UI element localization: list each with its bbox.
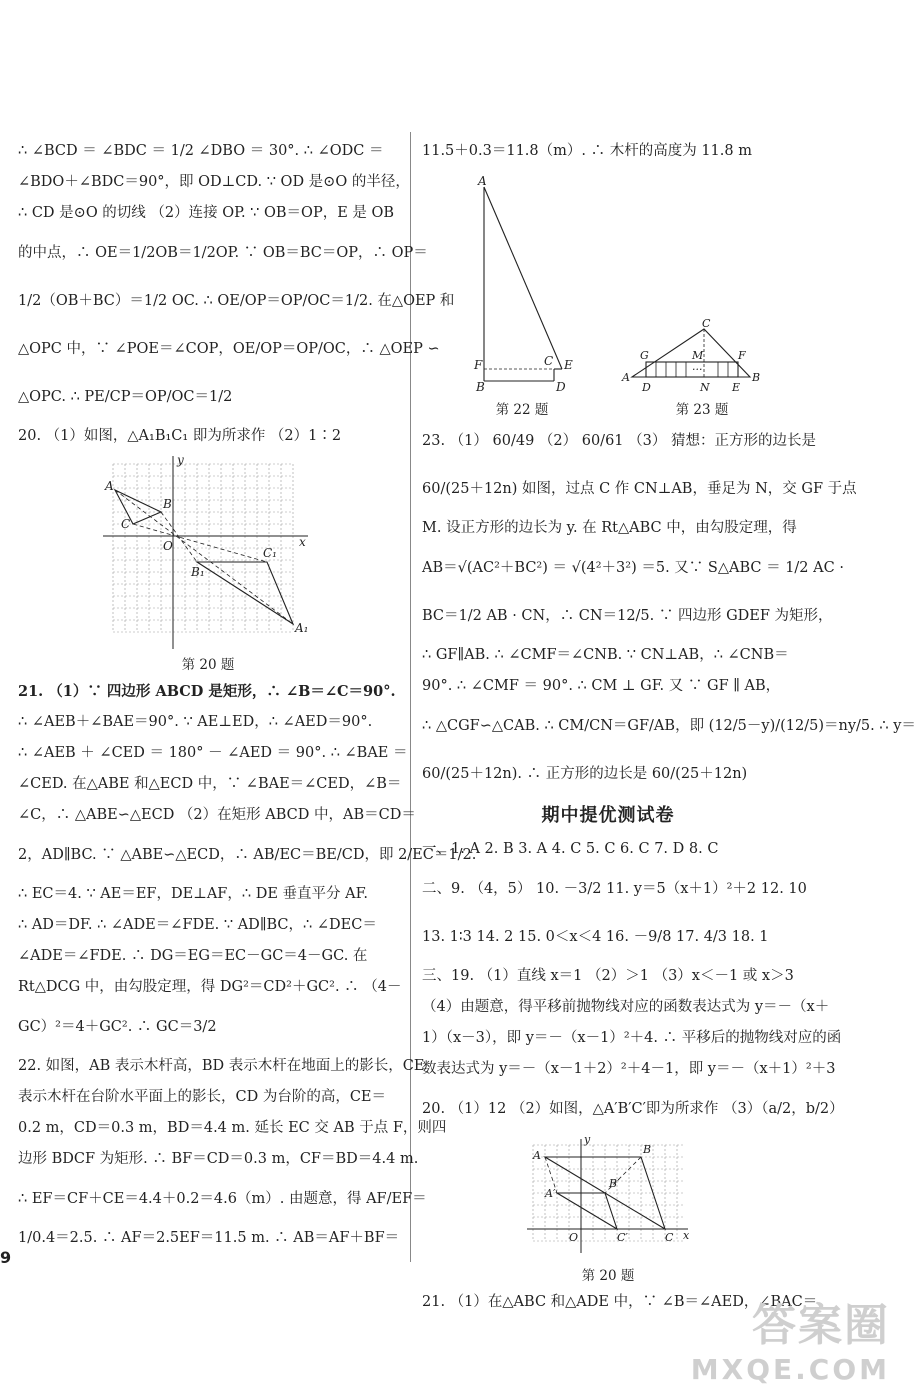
text-line: 0.2 m，CD＝0.3 m，BD＝4.4 m. 延长 EC 交 AB 于点 F，则四 (18, 1120, 447, 1136)
text-line: ∴ EF＝CF＋CE＝4.4＋0.2＝4.6（m）. 由题意，得 AF/EF＝ (18, 1191, 427, 1207)
text-line: △OPC 中，∵ ∠POE＝∠COP，OE/OP＝OP/OC，∴ △OEP ∽ (18, 341, 440, 357)
label-n: N (700, 381, 710, 394)
text-line: 的中点，∴ OE＝1/2OB＝1/2OP. ∵ OB＝BC＝OP，∴ OP＝ (18, 245, 428, 261)
text-line: 二、9. （4，5） 10. －3/2 11. y＝5（x＋1）²＋2 12. 10 (422, 881, 807, 897)
text-line: GC）²＝4＋GC². ∴ GC＝3/2 (18, 1019, 217, 1035)
label-f: F (474, 358, 483, 372)
figure-20b-grid (523, 1135, 693, 1265)
figure-22-caption: 第 22 题 (495, 402, 549, 418)
label-o: O (569, 1231, 579, 1244)
text-line: 60/(25＋12n). ∴ 正方形的边长是 60/(25＋12n) (422, 766, 748, 782)
text-line: 21. （1）在△ABC 和△ADE 中，∵ ∠B＝∠AED，∠BAC＝ (422, 1294, 818, 1310)
text-line: 表示木杆在台阶水平面上的影长，CD 为台阶的高，CE＝ (18, 1089, 387, 1105)
text-line: △OPC. ∴ PE/CP＝OP/OC＝1/2 (18, 389, 233, 405)
label-o: O (163, 539, 173, 553)
label-b: B (643, 1143, 652, 1156)
text-line: 一、1. A 2. B 3. A 4. C 5. C 6. C 7. D 8. C (422, 841, 719, 857)
page-number: 9 (0, 1248, 12, 1267)
left-column (18, 136, 477, 1254)
section-title: 期中提优测试卷 (541, 805, 675, 826)
text-line: ∠CED. 在△ABE 和△ECD 中，∵ ∠BAE＝∠CED，∠B＝ (18, 776, 402, 792)
figure-20b-caption: 第 20 题 (581, 1268, 635, 1284)
label-x-axis: x (683, 1229, 690, 1242)
label-c: C (544, 354, 554, 368)
label-a: A (478, 174, 487, 188)
text-line: 三、19. （1）直线 x＝1 （2）＞1 （3）x＜－1 或 x＞3 (422, 968, 794, 984)
label-a-prime: A′ (545, 1187, 556, 1200)
text-line: 21. （1）∵ 四边形 ABCD 是矩形，∴ ∠B＝∠C＝90°. (18, 683, 396, 700)
text-line: 2，AD∥BC. ∵ △ABE∽△ECD，∴ AB/EC＝BE/CD，即 2/EC＝1/2. (18, 847, 477, 863)
watermark-logo (691, 1289, 890, 1386)
label-a: A (533, 1149, 541, 1162)
text-line: ∴ ∠AEB ＋ ∠CED ＝ 180° － ∠AED ＝ 90°. ∴ ∠BAE ＝ (18, 745, 408, 761)
label-d: D (556, 380, 566, 394)
label-x-axis: x (299, 535, 306, 549)
label-dots: ··· (692, 363, 703, 376)
label-a1: A₁ (295, 621, 309, 635)
text-line: BC＝1/2 AB · CN，∴ CN＝12/5. ∵ 四边形 GDEF 为矩形， (422, 608, 833, 624)
figure-23-caption: 第 23 题 (675, 402, 729, 418)
label-f: F (738, 349, 746, 362)
right-column (422, 136, 916, 1318)
text-line: 13. 1∶3 14. 2 15. 0＜x＜4 16. －9/8 17. 4/3 18. 1 (422, 929, 769, 945)
text-line: ∴ ∠AEB＋∠BAE＝90°. ∵ AE⊥ED，∴ ∠AED＝90°. (18, 714, 373, 730)
text-line: M. 设正方形的边长为 y. 在 Rt△ABC 中，由勾股定理，得 (422, 520, 797, 536)
label-c: C (702, 317, 711, 330)
question-20: 20. （1）如图，△A₁B₁C₁ 即为所求作 （2）1∶2 (18, 428, 342, 444)
label-c1: C₁ (263, 546, 277, 560)
label-b: B (476, 380, 485, 394)
text-line: ∴ GF∥AB. ∴ ∠CMF＝∠CNB. ∵ CN⊥AB，∴ ∠CNB＝ (422, 647, 789, 663)
label-a: A (622, 371, 630, 384)
label-b: B (163, 497, 172, 511)
text-line: 1）（x－3），即 y＝－（x－1）²＋4. ∴ 平移后的抛物线对应的函 (422, 1030, 842, 1046)
label-b1: B₁ (191, 565, 205, 579)
text-line: 23. （1） 60/49 （2） 60/61 （3） 猜想：正方形的边长是 (422, 433, 816, 449)
text-line: 数表达式为 y＝－（x－1＋2）²＋4－1，即 y＝－（x＋1）²＋3 (422, 1061, 836, 1077)
figure-23-triangle (622, 317, 762, 397)
label-e: E (564, 358, 573, 372)
label-c: C (121, 517, 131, 531)
figure-20-grid (103, 454, 313, 654)
figure-22-pole (462, 173, 582, 393)
text-line: Rt△DCG 中，由勾股定理，得 DG²＝CD²＋GC². ∴ （4－ (18, 979, 402, 995)
text-line: ∴ △CGF∽△CAB. ∴ CM/CN＝GF/AB，即 (12/5－y)/(12/5)＝ny/5. ∴ y＝ (422, 718, 916, 734)
text-line: ∴ ∠BCD ＝ ∠BDC ＝ 1/2 ∠DBO ＝ 30°. ∴ ∠ODC ＝ (18, 143, 384, 159)
figures-22-23 (422, 167, 794, 417)
text-line: ∴ AD＝DF. ∴ ∠ADE＝∠FDE. ∵ AD∥BC，∴ ∠DEC＝ (18, 917, 377, 933)
label-y-axis: y (584, 1133, 591, 1146)
text-line: ∠C，∴ △ABE∽△ECD （2）在矩形 ABCD 中，AB＝CD＝ (18, 807, 416, 823)
text-line: 22. 如图，AB 表示木杆高，BD 表示木杆在地面上的影长，CE (18, 1058, 425, 1074)
label-c-prime: C′ (617, 1231, 628, 1244)
label-y-axis: y (177, 453, 184, 467)
figure-20-caption: 第 20 题 (181, 657, 235, 673)
text-line: 1/2（OB＋BC）＝1/2 OC. ∴ OE/OP＝OP/OC＝1/2. 在△OEP 和 (18, 293, 455, 309)
text-line: ∠ADE＝∠FDE. ∴ DG＝EG＝EC－GC＝4－GC. 在 (18, 948, 368, 964)
text-line: ∠BDO＋∠BDC＝90°，即 OD⊥CD. ∵ OD 是⊙O 的半径， (18, 174, 410, 190)
label-b: B (752, 371, 761, 384)
text-line: 1/0.4＝2.5. ∴ AF＝2.5EF＝11.5 m. ∴ AB＝AF＋BF＝ (18, 1230, 400, 1246)
label-g: G (640, 349, 649, 362)
text-line: 60/(25＋12n) 如图，过点 C 作 CN⊥AB，垂足为 N，交 GF 于点 (422, 481, 857, 497)
text-line: 边形 BDCF 为矩形. ∴ BF＝CD＝0.3 m，CF＝BD＝4.4 m. (18, 1151, 419, 1167)
label-a: A (105, 479, 114, 493)
label-b-prime: B′ (609, 1177, 620, 1190)
label-e: E (732, 381, 741, 394)
watermark-line2: MXQE.COM (690, 1353, 890, 1386)
text-line: 20. （1）12 （2）如图，△A′B′C′即为所求作 （3）（a/2，b/2） (422, 1101, 844, 1117)
label-m: M (692, 349, 704, 362)
text-line: AB＝√(AC²＋BC²) ＝ √(4²＋3²) ＝5. 又∵ S△ABC ＝ 1/2 AC · (422, 560, 844, 576)
text-line: ∴ EC＝4. ∵ AE＝EF，DE⊥AF，∴ DE 垂直平分 AF. (18, 886, 369, 902)
text-line: （4）由题意，得平移前抛物线对应的函数表达式为 y＝－（x＋ (422, 999, 830, 1015)
label-d: D (642, 381, 651, 394)
text-line: 11.5＋0.3＝11.8（m）. ∴ 木杆的高度为 11.8 m (422, 143, 752, 159)
label-c: C (665, 1231, 674, 1244)
text-line: 90°. ∴ ∠CMF ＝ 90°. ∴ CM ⊥ GF. 又 ∵ GF ∥ AB， (422, 678, 781, 694)
text-line: ∴ CD 是⊙O 的切线 （2）连接 OP. ∵ OB＝OP，E 是 OB (18, 205, 395, 221)
watermark-line1: 答案圈 (752, 1300, 890, 1351)
